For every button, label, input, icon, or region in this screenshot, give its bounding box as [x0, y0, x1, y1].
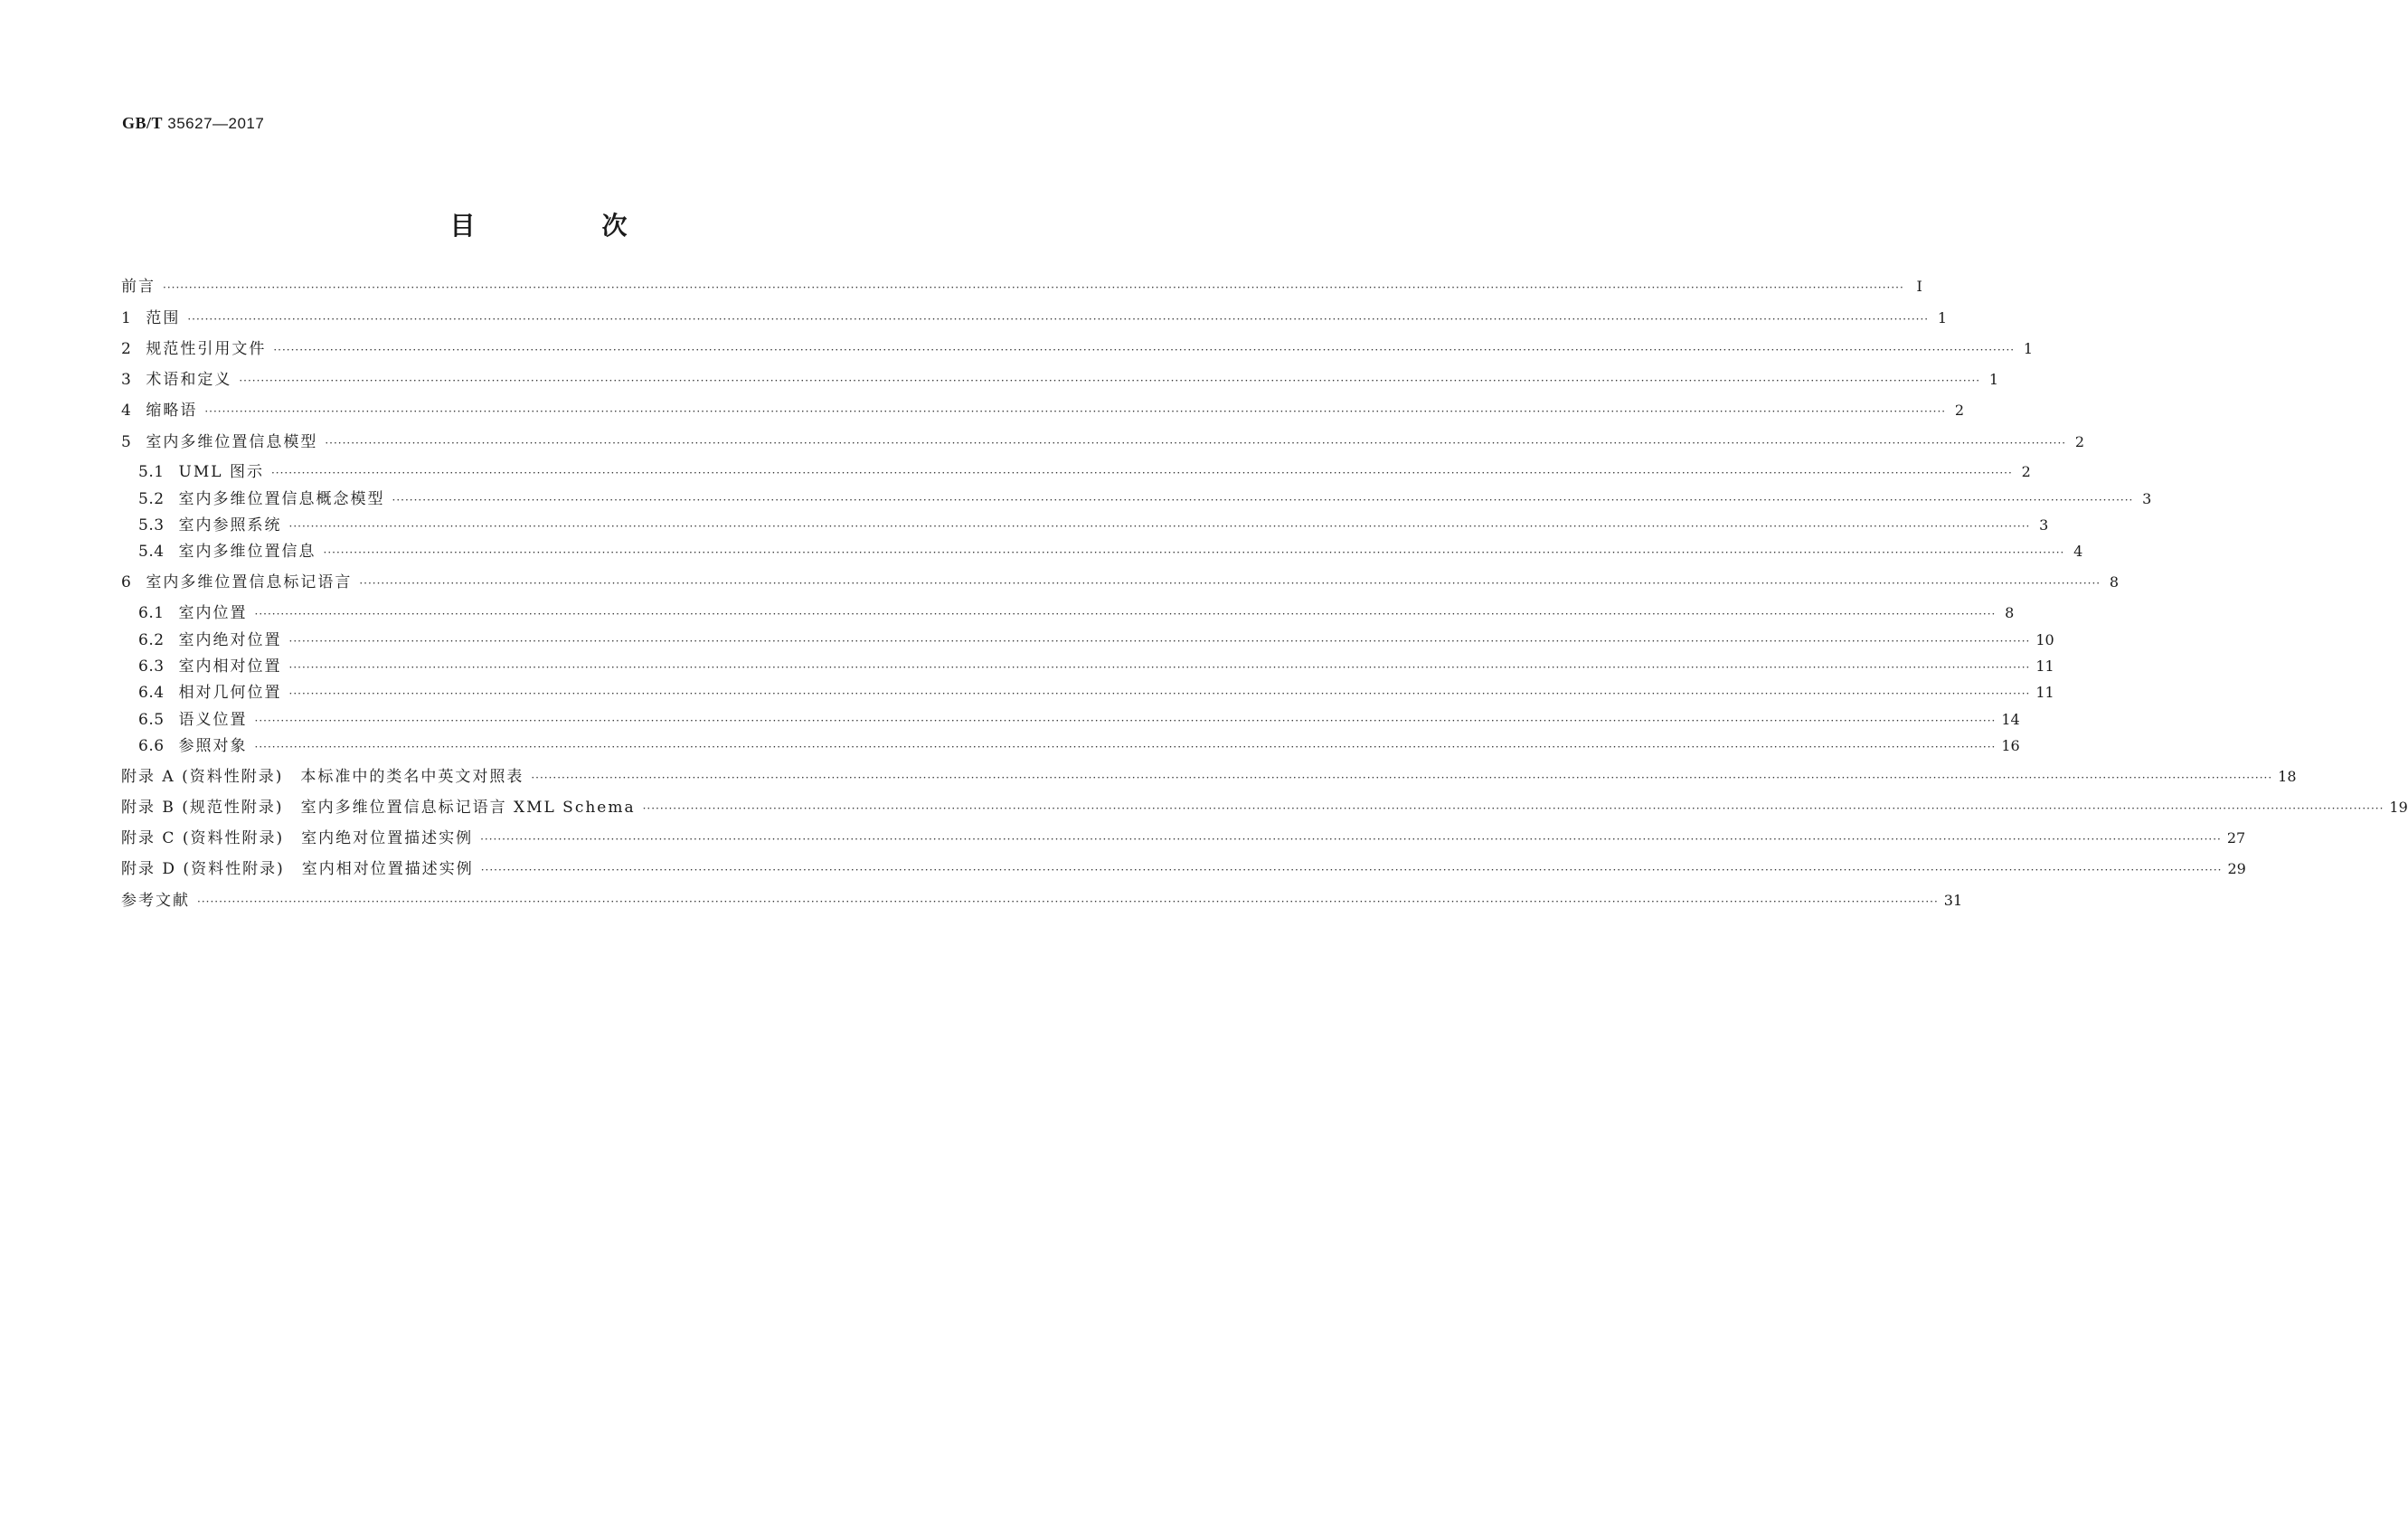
toc-entry[interactable]: [121, 431, 2085, 453]
toc-dot-leader: ················································································································································································································································································································································································································: [359, 577, 2101, 590]
toc-entry-number: 5: [121, 433, 132, 451]
toc-page-number: 18: [2278, 768, 2297, 785]
toc-entry-number: 6: [121, 573, 132, 591]
toc-entry-number: 5.2: [138, 490, 165, 508]
toc-page-number: 1: [1937, 309, 1948, 326]
toc-entry[interactable]: [121, 307, 1948, 329]
toc-page-number: 3: [2142, 490, 2152, 507]
toc-entry-title: 相对几何位置: [178, 684, 282, 702]
toc-entry[interactable]: [138, 488, 2152, 510]
toc-dot-leader: ················································································································································································································································································································································································································: [163, 281, 1904, 294]
toc-page-number: 4: [2073, 543, 2083, 560]
toc-entry-title: 参照对象: [178, 737, 248, 755]
toc-entry[interactable]: [138, 541, 2083, 563]
toc-dot-leader: ················································································································································································································································································································································································································: [288, 687, 2031, 700]
toc-dot-leader: ················································································································································································································································································································································································································: [392, 494, 2134, 506]
toc-dot-leader: ················································································································································································································································································································································································································: [273, 344, 2016, 356]
toc-entry-number: 1: [121, 309, 132, 327]
page-title: 目 次: [449, 211, 678, 241]
toc-entry-title: UML 图示: [178, 463, 264, 481]
toc-dot-leader: ················································································································································································································································································································································································································: [288, 520, 2031, 533]
toc-dot-leader: ················································································································································································································································································································································································································: [480, 833, 2222, 846]
toc-page-number: 3: [2039, 516, 2049, 534]
toc-entry-number: 6.5: [138, 711, 165, 729]
toc-entry-number: 3: [121, 371, 132, 389]
toc-dot-leader: ················································································································································································································································································································································································································: [239, 374, 1981, 387]
toc-entry[interactable]: [138, 602, 2015, 624]
standard-number: 35627—2017: [167, 115, 265, 132]
toc-page-number: 16: [2001, 737, 2020, 754]
toc-entry-title: 室内参照系统: [178, 516, 282, 534]
toc-page-number: 1: [1988, 371, 1999, 388]
toc-entry-number: 6.3: [138, 657, 165, 676]
toc-dot-leader: ················································································································································································································································································································································································································: [288, 661, 2031, 674]
toc-entry[interactable]: [138, 709, 2020, 731]
toc-dot-leader: ················································································································································································································································································································································································································: [204, 405, 1947, 418]
toc-entry[interactable]: [121, 828, 2246, 849]
toc-entry-number: 6.2: [138, 631, 165, 649]
toc-dot-leader: ················································································································································································································································································································································································································: [254, 741, 1997, 753]
toc-entry[interactable]: [121, 797, 2408, 818]
toc-page-number: 14: [2001, 711, 2020, 728]
toc-page-number: 11: [2035, 657, 2054, 675]
toc-dot-leader: ················································································································································································································································································································································································································: [187, 313, 1930, 326]
toc-entry-number: 6.1: [138, 604, 165, 622]
toc-page-number: 27: [2226, 829, 2246, 847]
toc-dot-leader: ················································································································································································································································································································································································································: [197, 895, 1939, 908]
toc-entry-title: 附录 B (规范性附录) 室内多维位置信息标记语言 XML Schema: [121, 799, 636, 817]
toc-entry-number: 5.1: [138, 463, 165, 481]
toc-page-number: 31: [1943, 892, 1963, 909]
toc-dot-leader: ················································································································································································································································································································································································································: [325, 437, 2067, 449]
toc-entry[interactable]: [138, 629, 2054, 651]
toc-entry[interactable]: [138, 682, 2054, 704]
toc-page-number: 10: [2035, 631, 2054, 648]
toc-entry-title: 室内多维位置信息标记语言: [146, 573, 353, 591]
toc-entry-number: 4: [121, 402, 132, 420]
toc-entry[interactable]: [121, 400, 1965, 421]
toc-page-number: 11: [2035, 684, 2054, 701]
toc-dot-leader: ················································································································································································································································································································································································································: [531, 771, 2273, 784]
toc-entry-title: 附录 A (资料性附录) 本标准中的类名中英文对照表: [121, 768, 524, 786]
toc-entry[interactable]: [138, 656, 2054, 677]
toc-page-number: 19: [2389, 799, 2408, 816]
toc-entry[interactable]: [121, 890, 1963, 912]
toc-entry-title: 室内相对位置: [178, 657, 282, 676]
toc-entry-title: 室内多维位置信息模型: [146, 433, 318, 451]
toc-page-number: Ⅰ: [1916, 278, 1922, 295]
toc-entry[interactable]: [138, 461, 2031, 483]
toc-entry-title: 语义位置: [178, 711, 248, 729]
toc-page-number: 1: [2023, 340, 2034, 357]
toc-entry-title: 术语和定义: [146, 371, 232, 389]
toc-dot-leader: ················································································································································································································································································································································································································: [270, 467, 2013, 479]
standard-prefix: GB/T: [122, 114, 164, 132]
toc-entry-title: 室内多维位置信息: [178, 543, 316, 561]
toc-page-number: 2: [2074, 433, 2085, 450]
toc-entry[interactable]: [121, 338, 2034, 360]
toc-dot-leader: ················································································································································································································································································································································································································: [254, 714, 1997, 727]
toc-entry-title: 前言: [121, 278, 156, 296]
toc-entry-title: 室内多维位置信息概念模型: [178, 490, 385, 508]
toc-entry-number: 5.4: [138, 543, 165, 561]
toc-entry[interactable]: [138, 735, 2020, 757]
toc-entry-number: 2: [121, 340, 132, 358]
toc-dot-leader: ················································································································································································································································································································································································································: [642, 802, 2384, 815]
toc-entry-title: 室内位置: [178, 604, 248, 622]
toc-entry[interactable]: [121, 572, 2120, 593]
toc-entry-title: 缩略语: [146, 402, 198, 420]
toc-page-number: 8: [2109, 573, 2120, 591]
toc-page-number: 8: [2005, 604, 2015, 621]
toc-entry-title: 室内绝对位置: [178, 631, 282, 649]
toc-entry[interactable]: [121, 369, 1999, 391]
toc-dot-leader: ················································································································································································································································································································································································································: [288, 635, 2031, 648]
toc-entry-title: 参考文献: [121, 892, 190, 910]
toc-entry[interactable]: [138, 515, 2049, 536]
toc-entry-title: 规范性引用文件: [146, 340, 267, 358]
toc-entry-title: 附录 C (资料性附录) 室内绝对位置描述实例: [121, 829, 474, 847]
toc-entry-number: 6.6: [138, 737, 165, 755]
toc-entry-title: 范围: [146, 309, 181, 327]
toc-entry[interactable]: [121, 276, 1922, 298]
toc-entry-number: 5.3: [138, 516, 165, 534]
toc-entry-number: 6.4: [138, 684, 165, 702]
toc-entry[interactable]: [121, 766, 2297, 788]
toc-page-number: 29: [2227, 860, 2246, 877]
toc-page-number: 2: [2021, 463, 2031, 480]
toc-dot-leader: ················································································································································································································································································································································································································: [254, 608, 1997, 620]
toc-dot-leader: ················································································································································································································································································································································································································: [480, 864, 2223, 876]
toc-entry-title: 附录 D (资料性附录) 室内相对位置描述实例: [121, 860, 474, 878]
toc-page-number: 2: [1954, 402, 1965, 419]
toc-entry[interactable]: [121, 858, 2246, 880]
toc-dot-leader: ················································································································································································································································································································································································································: [323, 546, 2065, 559]
